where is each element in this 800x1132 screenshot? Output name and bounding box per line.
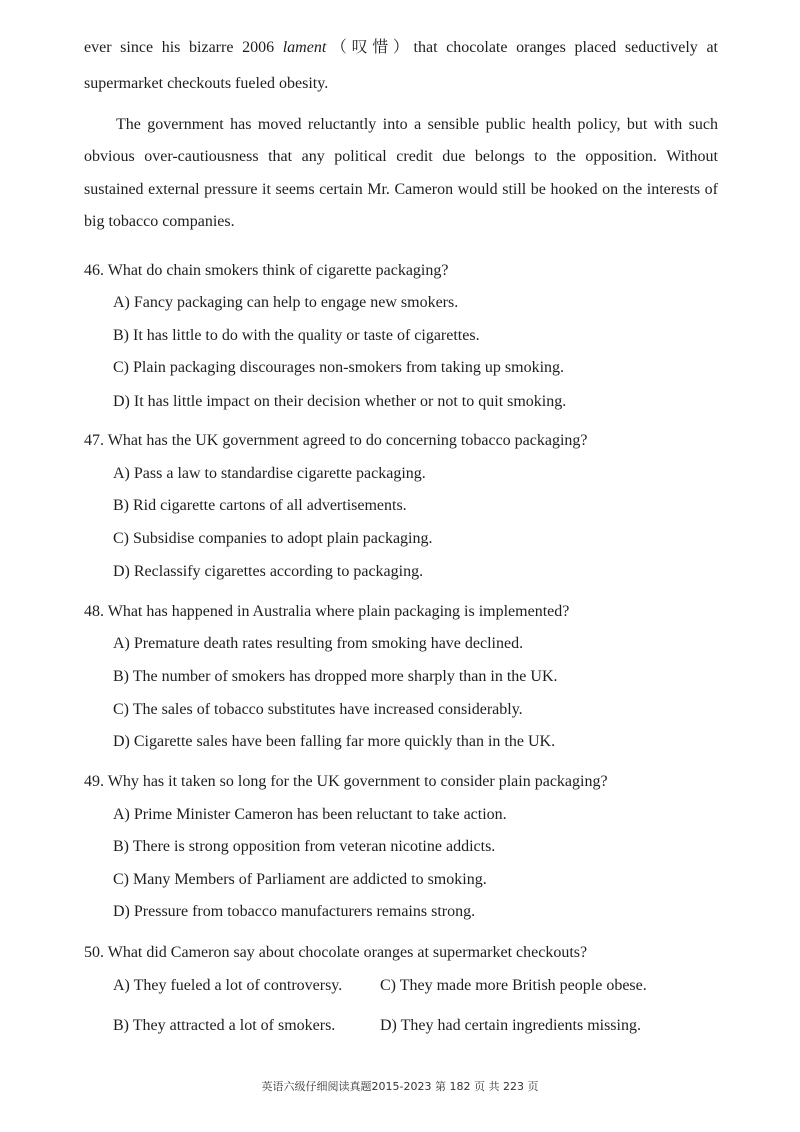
- passage-line-6: big tobacco companies.: [84, 213, 235, 230]
- question-50-option-a: A) They fueled a lot of controversy.: [113, 977, 343, 994]
- question-48-option-a: A) Premature death rates resulting from smoking have declined.: [113, 635, 524, 652]
- question-49-option-c: C) Many Members of Parliament are addicted to smoking.: [113, 871, 487, 888]
- question-48-option-c: C) The sales of tobacco substitutes have increased considerably.: [113, 701, 523, 718]
- question-49-option-d: D) Pressure from tobacco manufacturers remains strong.: [113, 903, 476, 920]
- passage-line-4: obvious over-cautiousness that any political credit due belongs to the opposition. Without: [84, 148, 718, 165]
- question-49-stem: 49. Why has it taken so long for the UK government to consider plain packaging?: [84, 773, 608, 790]
- question-47-option-c: C) Subsidise companies to adopt plain packaging.: [113, 530, 433, 547]
- question-46-option-a: A) Fancy packaging can help to engage new smokers.: [113, 294, 459, 311]
- question-50-option-c: C) They made more British people obese.: [380, 977, 647, 994]
- question-47-option-d: D) Reclassify cigarettes according to packaging.: [113, 563, 424, 580]
- passage-text: （叹惜）that chocolate oranges placed seductively at: [326, 39, 718, 56]
- page-footer: 英语六级仔细阅读真题2015-2023 第 182 页 共 223 页: [261, 1080, 539, 1093]
- question-49-option-a: A) Prime Minister Cameron has been reluctant to take action.: [113, 806, 507, 823]
- question-47-stem: 47. What has the UK government agreed to do concerning tobacco packaging?: [84, 432, 588, 449]
- question-48-option-d: D) Cigarette sales have been falling far more quickly than in the UK.: [113, 733, 556, 750]
- passage-italic-word: lament: [282, 39, 327, 56]
- question-46-stem: 46. What do chain smokers think of cigarette packaging?: [84, 262, 449, 279]
- passage-text: ever since his bizarre 2006: [84, 39, 283, 56]
- question-50-option-d: D) They had certain ingredients missing.: [380, 1017, 641, 1034]
- question-49-option-b: B) There is strong opposition from veteran nicotine addicts.: [113, 838, 496, 855]
- question-47-option-b: B) Rid cigarette cartons of all advertisements.: [113, 497, 407, 514]
- passage-line-2: supermarket checkouts fueled obesity.: [84, 75, 329, 92]
- question-50-option-b: B) They attracted a lot of smokers.: [113, 1017, 336, 1034]
- passage-line-1: [84, 38, 718, 58]
- question-46-option-b: B) It has little to do with the quality or taste of cigarettes.: [113, 327, 480, 344]
- passage-line-3: The government has moved reluctantly into a sensible public health policy, but with such: [116, 116, 718, 133]
- question-50-stem: 50. What did Cameron say about chocolate oranges at supermarket checkouts?: [84, 944, 588, 961]
- passage-line-5: sustained external pressure it seems certain Mr. Cameron would still be hooked on the interests of: [84, 181, 718, 198]
- question-48-option-b: B) The number of smokers has dropped more sharply than in the UK.: [113, 668, 558, 685]
- question-46-option-c: C) Plain packaging discourages non-smokers from taking up smoking.: [113, 359, 565, 376]
- question-48-stem: 48. What has happened in Australia where plain packaging is implemented?: [84, 603, 570, 620]
- question-46-option-d: D) It has little impact on their decision whether or not to quit smoking.: [113, 393, 567, 410]
- question-47-option-a: A) Pass a law to standardise cigarette packaging.: [113, 465, 426, 482]
